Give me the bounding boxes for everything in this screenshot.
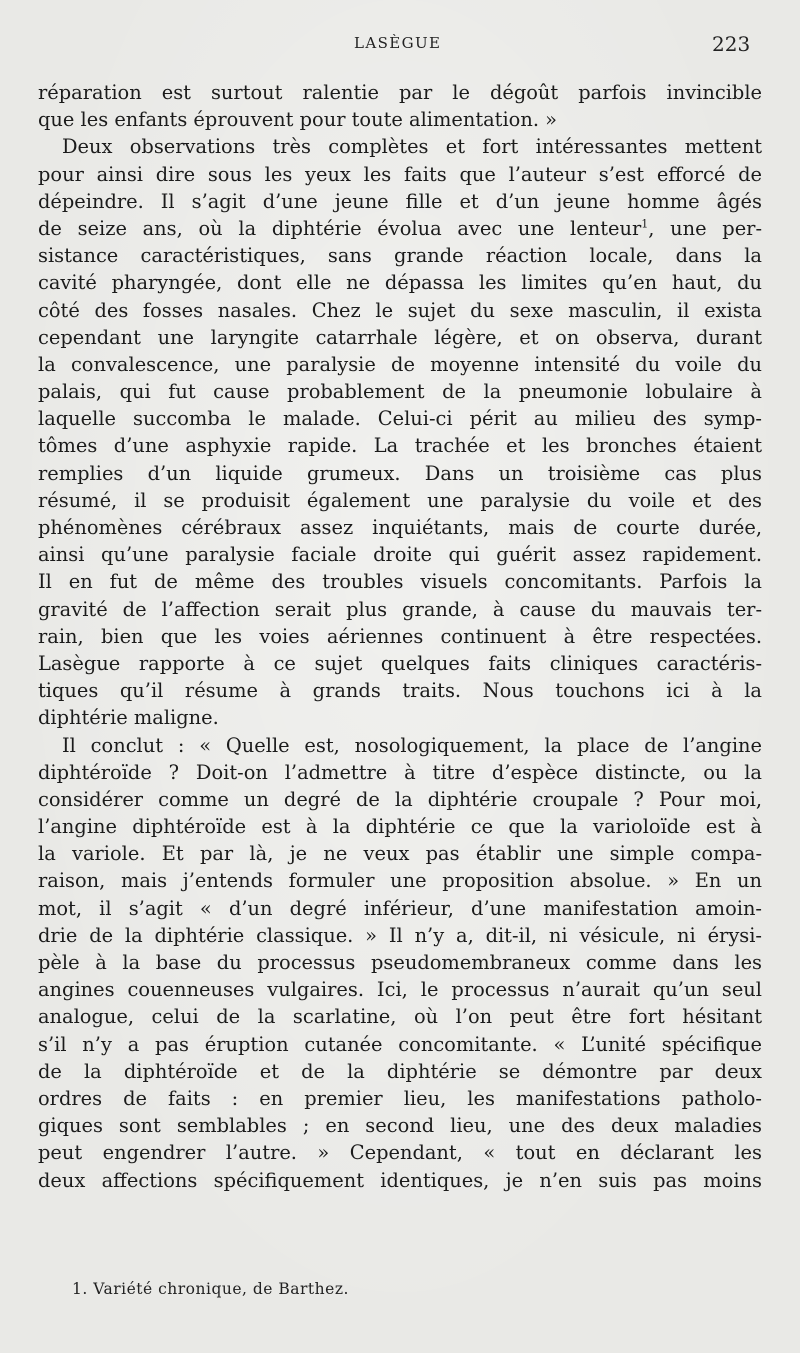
text-line: remplies d’un liquide grumeux. Dans un troisième cas plus: [38, 461, 762, 485]
text-line: ainsi qu’une paralysie faciale droite qui guérit assez rapidement.: [38, 543, 762, 567]
text-line: Il conclut : « Quelle est, nosologiquement, la place de l’angine: [62, 733, 762, 757]
text-line: l’angine diphtéroïde est à la diphtérie ce que la varioloïde est à: [38, 815, 762, 839]
text-line: diphtéroïde ? Doit-on l’admettre à titre d’espèce distincte, ou la: [38, 760, 762, 784]
text-line: de la diphtéroïde et de la diphtérie se démontre par deux: [38, 1059, 762, 1083]
text-line: laquelle succomba le malade. Celui-ci périt au milieu des symp-: [38, 407, 762, 431]
text-line: peut engendrer l’autre. » Cependant, « tout en déclarant les: [38, 1141, 762, 1165]
text-line: palais, qui fut cause probablement de la pneumonie lobulaire à: [38, 380, 762, 404]
body-text: [38, 79, 762, 1194]
text-line: réparation est surtout ralentie par le dégoût parfois invincible: [38, 81, 762, 104]
text-line: diphtérie maligne.: [38, 706, 219, 730]
text-line: la variole. Et par là, je ne veux pas établir une simple compa-: [38, 842, 762, 866]
text-line: considérer comme un degré de la diphtérie croupale ? Pour moi,: [38, 787, 762, 811]
text-line: cavité pharyngée, dont elle ne dépassa les limites qu’en haut, du: [38, 271, 762, 295]
text-line: tiques qu’il résume à grands traits. Nous touchons ici à la: [38, 679, 762, 703]
text-line: ordres de faits : en premier lieu, les manifestations patholo-: [38, 1086, 762, 1110]
running-title: LASÈGUE: [354, 34, 442, 52]
text-line: giques sont semblables ; en second lieu, une des deux maladies: [38, 1114, 762, 1138]
text-line: analogue, celui de la scarlatine, où l’on peut être fort hésitant: [38, 1005, 762, 1029]
text-line: mot, il s’agit « d’un degré inférieur, d’une manifestation amoin-: [38, 896, 762, 920]
page-number: 223: [712, 32, 751, 56]
text-line: cependant une laryngite catarrhale légère, et on observa, durant: [38, 325, 762, 349]
text-line: deux affections spécifiquement identiques, je n’en suis pas moins: [38, 1168, 762, 1192]
text-line: rain, bien que les voies aériennes continuent à être respectées.: [38, 624, 762, 648]
text-line: sistance caractéristiques, sans grande réaction locale, dans la: [38, 244, 762, 268]
text-line: drie de la diphtérie classique. » Il n’y a, dit-il, ni vésicule, ni érysi-: [38, 923, 762, 947]
text-line: s’il n’y a pas éruption cutanée concomitante. « L’unité spécifique: [38, 1032, 762, 1056]
text-line: Lasègue rapporte à ce sujet quelques faits cliniques caractéris-: [38, 651, 762, 675]
text-line-content: de seize ans, où la diphtérie évolua avec une lenteur: [38, 216, 642, 240]
text-line: Deux observations très complètes et fort intéressantes mettent: [62, 135, 762, 159]
text-line: résumé, il se produisit également une paralysie du voile et des: [38, 488, 762, 512]
running-header: [0, 34, 800, 58]
footnote: 1. Variété chronique, de Barthez.: [72, 1280, 349, 1298]
text-line: [38, 215, 762, 242]
footnote-reference: 1: [641, 217, 649, 231]
text-line: pour ainsi dire sous les yeux les faits que l’auteur s’est efforcé de: [38, 162, 762, 186]
text-line: Il en fut de même des troubles visuels concomitants. Parfois la: [38, 570, 762, 594]
text-line: dépeindre. Il s’agit d’une jeune fille et d’un jeune homme âgés: [38, 189, 762, 213]
text-line-continuation: , une per-: [648, 216, 762, 240]
text-line: phénomènes cérébraux assez inquiétants, mais de courte durée,: [38, 516, 762, 539]
text-line: angines couenneuses vulgaires. Ici, le processus n’aurait qu’un seul: [38, 978, 762, 1002]
text-line: que les enfants éprouvent pour toute alimentation. »: [38, 108, 558, 132]
text-line: la convalescence, une paralysie de moyenne intensité du voile du: [38, 352, 762, 376]
text-line: gravité de l’affection serait plus grande, à cause du mauvais ter-: [38, 597, 762, 621]
text-line: côté des fosses nasales. Chez le sujet du sexe masculin, il exista: [38, 298, 762, 322]
text-line: pèle à la base du processus pseudomembraneux comme dans les: [38, 951, 762, 974]
text-line: raison, mais j’entends formuler une proposition absolue. » En un: [38, 869, 762, 893]
text-line: tômes d’une asphyxie rapide. La trachée et les bronches étaient: [38, 434, 762, 458]
